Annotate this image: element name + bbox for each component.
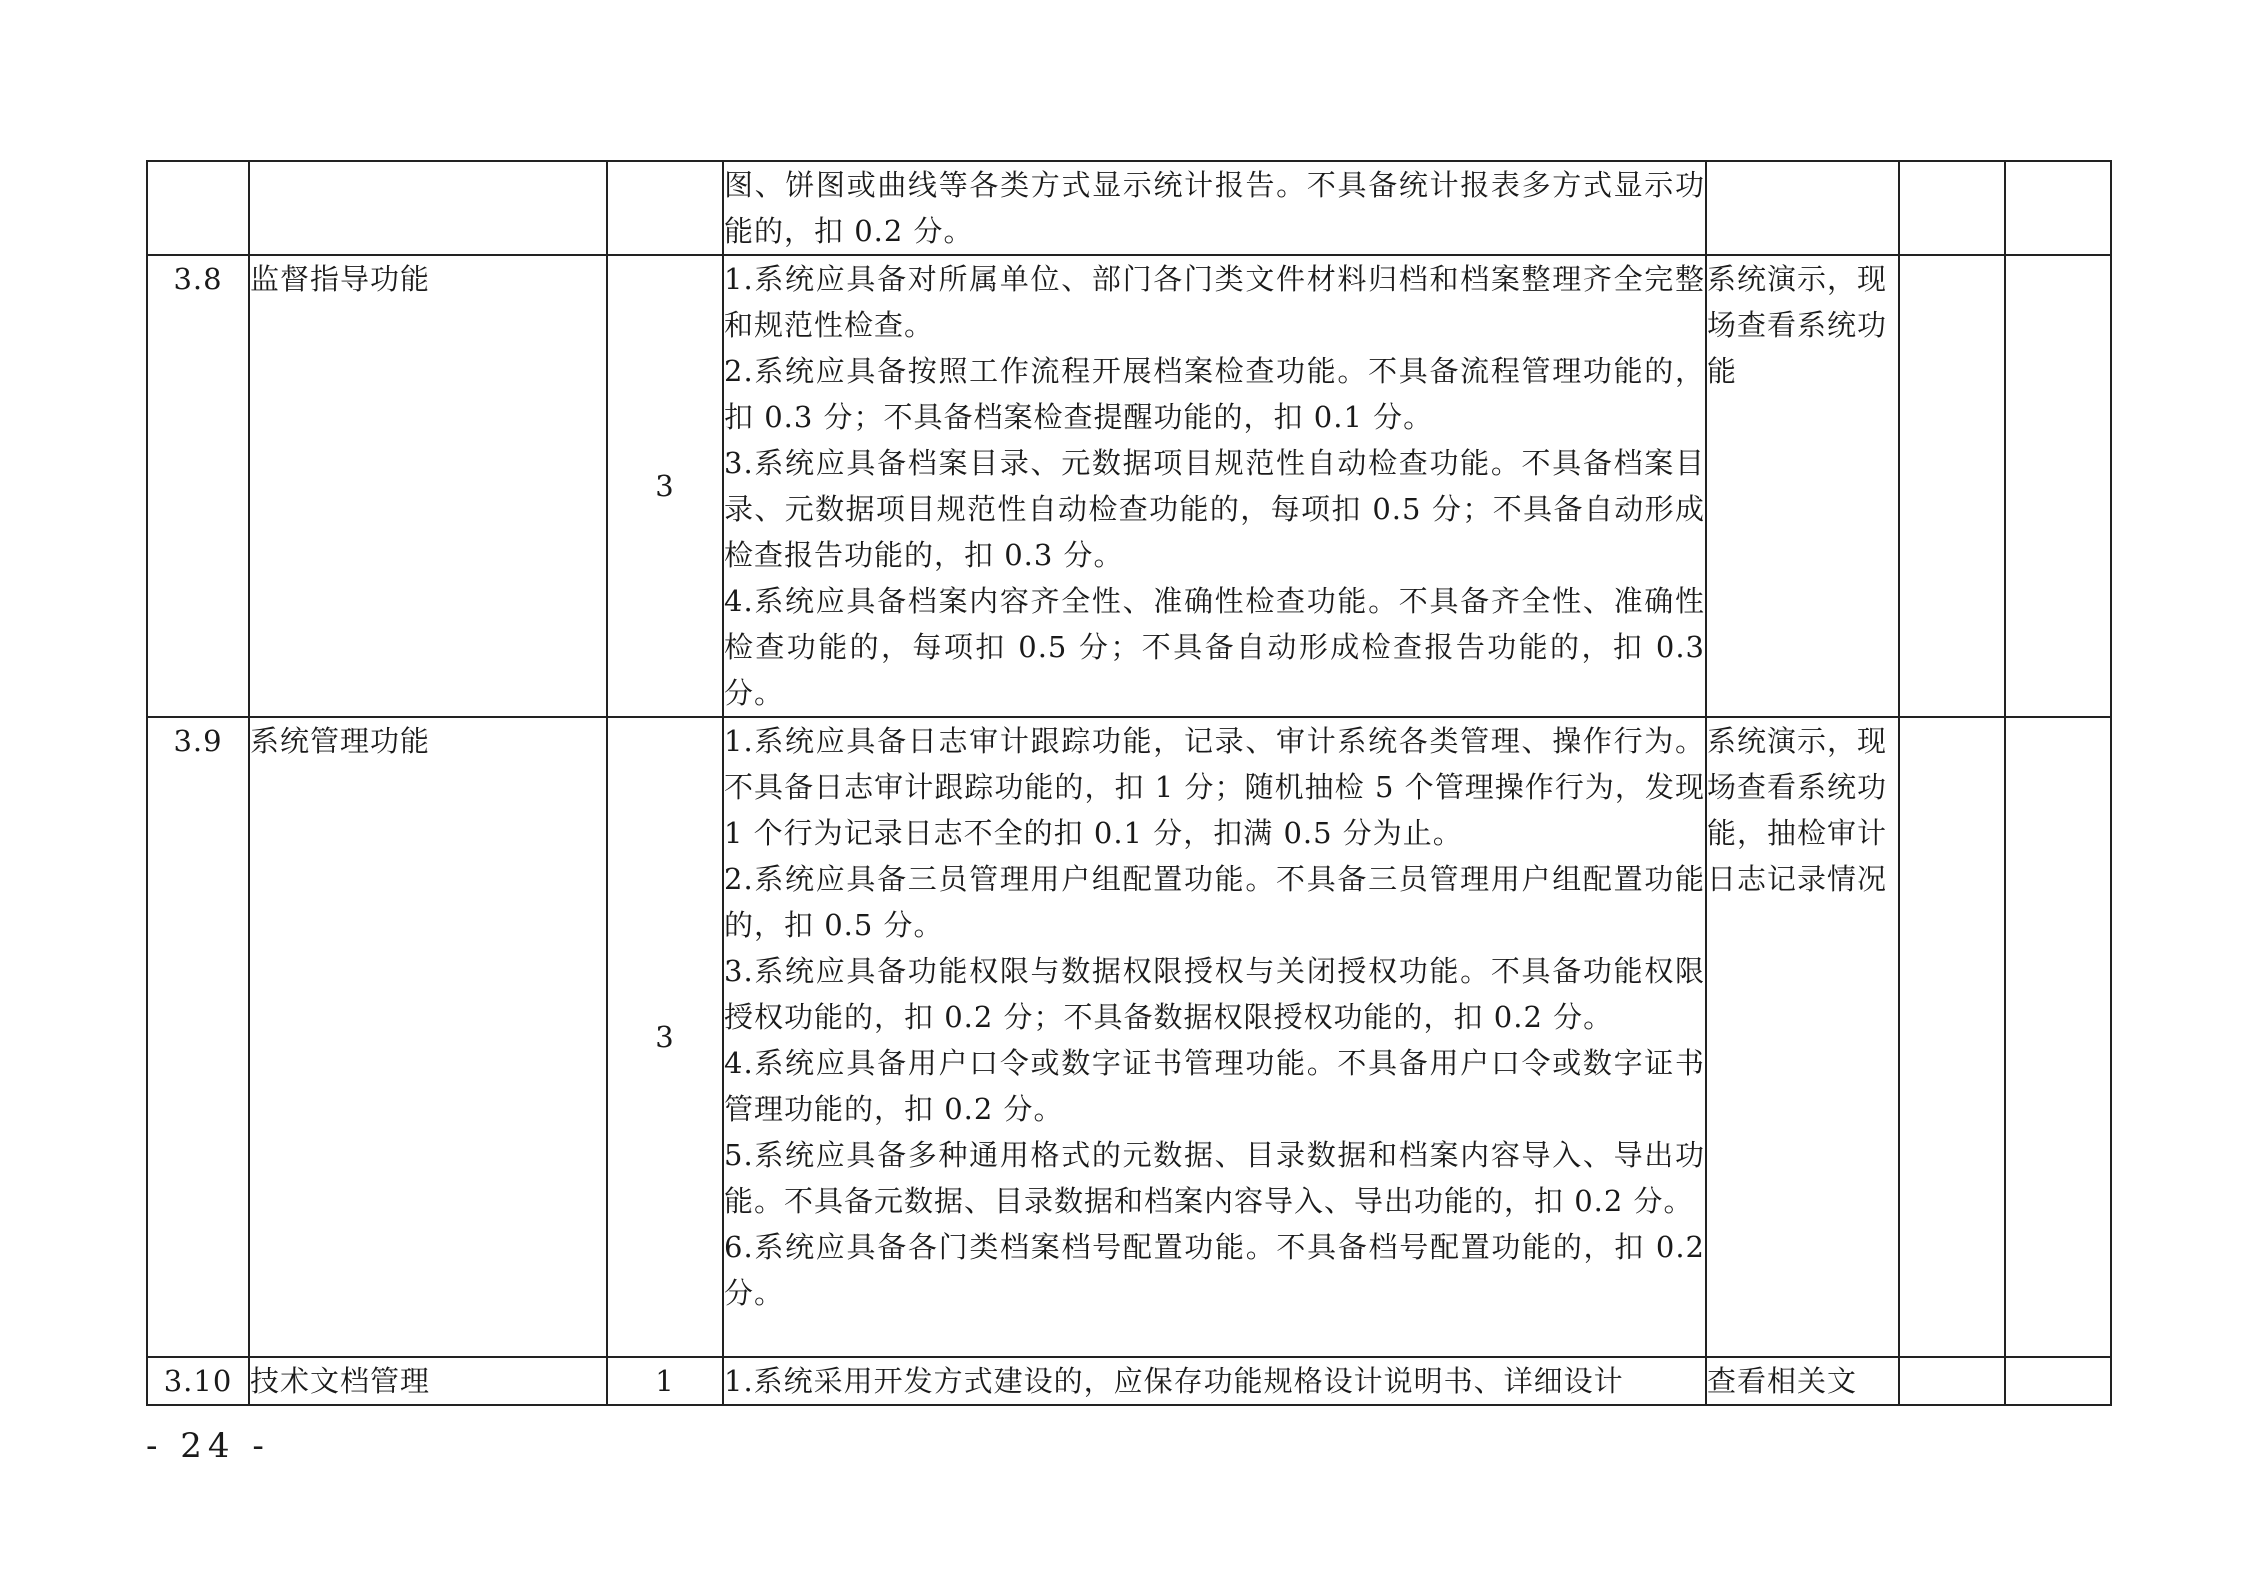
row-number-cell: 3.9 — [147, 717, 249, 1357]
page-number: - 24 - — [146, 1426, 270, 1466]
empty-cell — [2005, 161, 2111, 255]
method-cell: 系统演示，现场查看系统功能 — [1706, 255, 1899, 717]
evaluation-table — [146, 160, 2112, 1406]
requirement-text: 1.系统应具备对所属单位、部门各门类文件材料归档和档案整理齐全完整和规范性检查。 — [724, 262, 1705, 342]
requirement-text: 5.系统应具备多种通用格式的元数据、目录数据和档案内容导入、导出功能。不具备元数据、目录数据和档案内容导入、导出功能的，扣 0.2 分。 — [724, 1138, 1705, 1218]
empty-cell — [1899, 255, 2005, 717]
empty-cell — [2005, 255, 2111, 717]
requirement-text: 6.系统应具备各门类档案档号配置功能。不具备档号配置功能的，扣 0.2 分。 — [724, 1230, 1705, 1310]
requirement-text: 4.系统应具备用户口令或数字证书管理功能。不具备用户口令或数字证书管理功能的，扣 0.2 分。 — [724, 1046, 1705, 1126]
method-cell: 查看相关文 — [1706, 1357, 1899, 1405]
score-cell: 1 — [607, 1357, 723, 1405]
row-number-cell: 3.8 — [147, 255, 249, 717]
requirement-text: 3.系统应具备功能权限与数据权限授权与关闭授权功能。不具备功能权限授权功能的，扣 0.2 分；不具备数据权限授权功能的，扣 0.2 分。 — [724, 954, 1705, 1034]
score-cell: 3 — [607, 717, 723, 1357]
requirement-text: 图、饼图或曲线等各类方式显示统计报告。不具备统计报表多方式显示功能的，扣 0.2 分。 — [724, 168, 1705, 248]
score-cell — [607, 161, 723, 255]
table-row — [147, 255, 2111, 717]
empty-cell — [2005, 717, 2111, 1357]
requirement-text: 1.系统采用开发方式建设的，应保存功能规格设计说明书、详细设计 — [724, 1364, 1624, 1398]
method-cell — [1706, 161, 1899, 255]
requirements-cell — [723, 717, 1706, 1357]
empty-cell — [1899, 717, 2005, 1357]
row-number-cell — [147, 161, 249, 255]
item-name-cell: 技术文档管理 — [249, 1357, 607, 1405]
item-name-cell: 系统管理功能 — [249, 717, 607, 1357]
table-body — [147, 161, 2111, 1405]
requirement-text: 2.系统应具备按照工作流程开展档案检查功能。不具备流程管理功能的，扣 0.3 分；不具备档案检查提醒功能的，扣 0.1 分。 — [724, 354, 1705, 434]
requirements-cell — [723, 161, 1706, 255]
requirement-text: 1.系统应具备日志审计跟踪功能，记录、审计系统各类管理、操作行为。不具备日志审计跟踪功能的，扣 1 分；随机抽检 5 个管理操作行为，发现 1 个行为记录日志不全的扣 0.1 分，扣满 0.5 分为止。 — [724, 724, 1705, 850]
empty-cell — [1899, 161, 2005, 255]
table-row — [147, 717, 2111, 1357]
row-number-cell: 3.10 — [147, 1357, 249, 1405]
method-cell: 系统演示，现场查看系统功能，抽检审计日志记录情况 — [1706, 717, 1899, 1357]
empty-cell — [1899, 1357, 2005, 1405]
requirements-cell — [723, 255, 1706, 717]
requirements-cell — [723, 1357, 1706, 1405]
requirement-text: 4.系统应具备档案内容齐全性、准确性检查功能。不具备齐全性、准确性检查功能的，每项扣 0.5 分；不具备自动形成检查报告功能的，扣 0.3 分。 — [724, 584, 1705, 710]
table-row — [147, 161, 2111, 255]
item-name-cell — [249, 161, 607, 255]
requirement-text: 2.系统应具备三员管理用户组配置功能。不具备三员管理用户组配置功能的，扣 0.5 分。 — [724, 862, 1705, 942]
score-cell: 3 — [607, 255, 723, 717]
requirement-text: 3.系统应具备档案目录、元数据项目规范性自动检查功能。不具备档案目录、元数据项目规范性自动检查功能的，每项扣 0.5 分；不具备自动形成检查报告功能的，扣 0.3 分。 — [724, 446, 1705, 572]
table-row — [147, 1357, 2111, 1405]
item-name-cell: 监督指导功能 — [249, 255, 607, 717]
empty-cell — [2005, 1357, 2111, 1405]
